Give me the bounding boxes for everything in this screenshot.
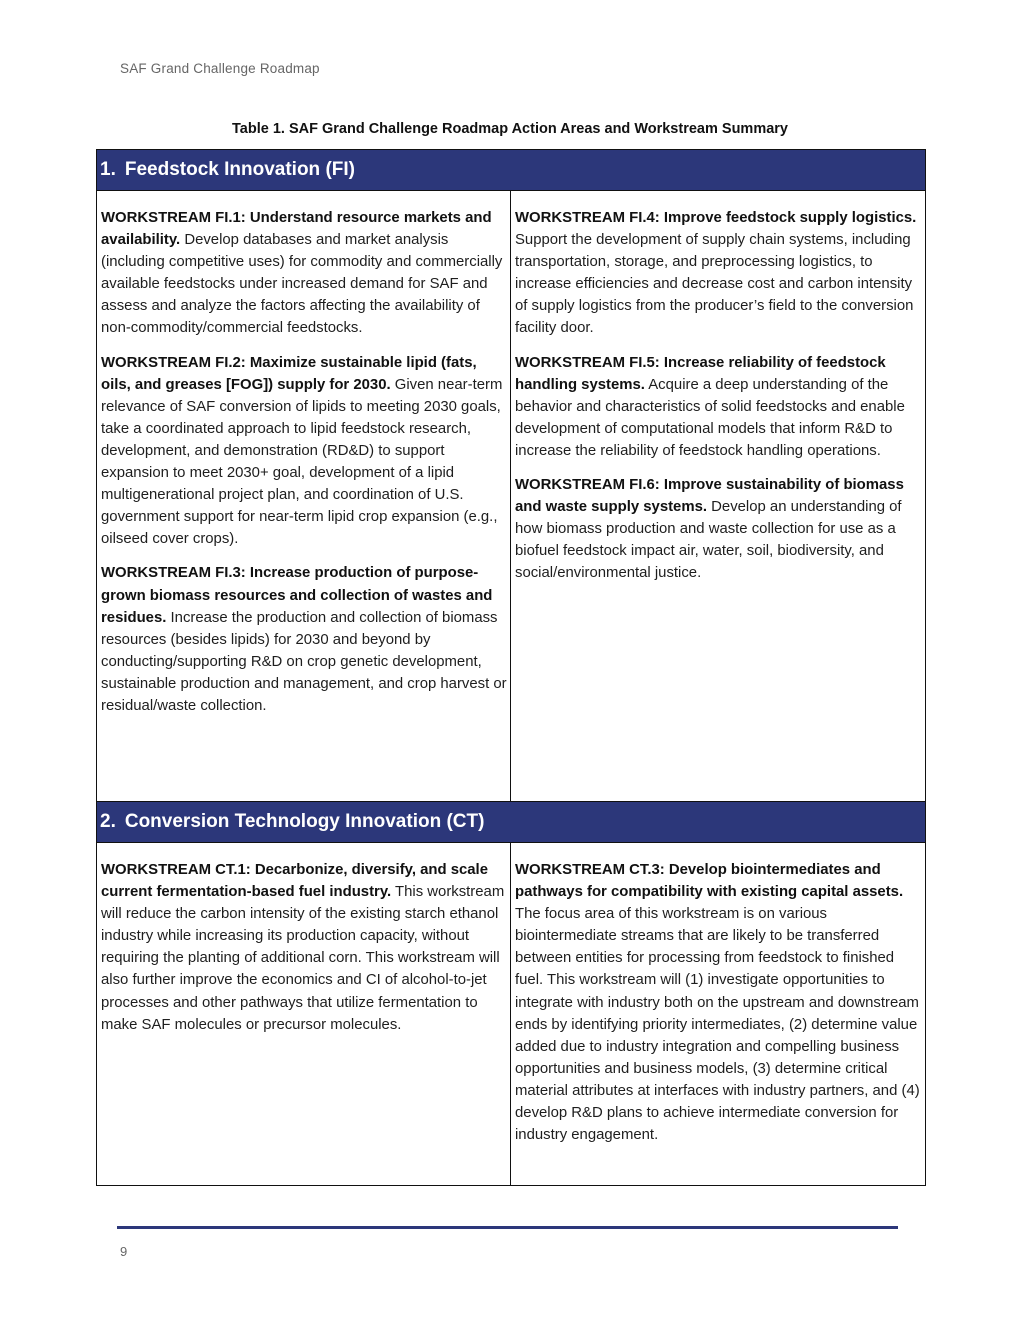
workstream-fi-5 <box>515 352 922 462</box>
section-header-cell <box>97 150 926 191</box>
workstream-ct-1 <box>101 859 507 1036</box>
workstream-description: The focus area of this workstream is on various biointermediate streams that are likely to be transferred between entities for processing from feedstock to finished fuel. This workstream will (1) investigate opportunities to integrate with industry both on the upstream and downstream ends by identifying priority intermediates, (2) determine value added due to industry integration and compelling business opportunities and business models, (3) determine critical material attributes at interfaces with industry partners, and (4) develop R&D plans to achieve intermediate conversion for industry engagement. <box>515 906 920 1144</box>
workstream-heading: WORKSTREAM CT.3: Develop biointermediates and pathways for compatibility with existing capital assets. <box>515 862 904 901</box>
workstream-heading: WORKSTREAM FI.1: Understand resource markets and availability. <box>101 210 492 249</box>
workstream-fi-2 <box>101 352 507 551</box>
running-header: SAF Grand Challenge Roadmap <box>120 61 320 76</box>
workstream-fi-6 <box>515 474 922 584</box>
workstream-description: Given near-term relevance of SAF conversion of lipids to meeting 2030 goals, take a coordinated approach to lipid feedstock research, development, and demonstration (RD&D) to support expansion to meet 2030+ goal, development of a lipid multigenerational project plan, and coordination of U.S. government support for near-term lipid crop expansion (e.g., oilseed cover crops). <box>101 376 503 548</box>
section-title-text: Feedstock Innovation (FI) <box>124 159 355 180</box>
page-number: 9 <box>120 1244 128 1259</box>
workstream-heading: WORKSTREAM FI.5: Increase reliability of feedstock handling systems. <box>515 354 886 393</box>
footer-rule <box>117 1226 898 1229</box>
workstream-summary-table <box>96 149 926 1186</box>
section-header-conversion-technology <box>97 802 926 843</box>
workstream-heading: WORKSTREAM FI.2: Maximize sustainable lipid (fats, oils, and greases [FOG]) supply for 2030. <box>101 354 477 393</box>
workstream-heading: WORKSTREAM FI.6: Improve sustainability of biomass and waste supply systems. <box>515 477 904 516</box>
section-title <box>100 159 355 180</box>
workstream-heading: WORKSTREAM FI.4: Improve feedstock supply logistics. <box>515 210 917 226</box>
workstream-fi-1 <box>101 207 507 340</box>
workstream-description: Acquire a deep understanding of the behavior and characteristics of solid feedstocks and enable development of computational models that inform R&D to increase the reliability of feedstock handling operations. <box>515 376 905 459</box>
section-header-cell <box>97 802 926 843</box>
workstream-heading: WORKSTREAM CT.1: Decarbonize, diversify, and scale current fermentation-based fuel industry. <box>101 862 488 901</box>
right-column-cell <box>511 191 926 802</box>
workstream-heading: WORKSTREAM FI.3: Increase production of purpose-grown biomass resources and collection of wastes and residues. <box>101 565 493 626</box>
left-column-cell <box>97 191 511 802</box>
workstream-description: Increase the production and collection of biomass resources (besides lipids) for 2030 and beyond by conducting/supporting R&D on crop genetic development, sustainable production and management, and crop harvest or residual/waste collection. <box>101 609 507 714</box>
workstream-description: Develop databases and market analysis (including competitive uses) for commodity and commercially available feedstocks under increased demand for SAF and assess and analyze the factors affecting the availability of non-commodity/commercial feedstocks. <box>101 232 503 337</box>
left-column-cell <box>97 843 511 1186</box>
workstream-description: Develop an understanding of how biomass production and waste collection for use as a biofuel feedstock impact air, water, soil, biodiversity, and social/environmental justice. <box>515 499 902 582</box>
table-caption: Table 1. SAF Grand Challenge Roadmap Action Areas and Workstream Summary <box>232 121 788 137</box>
section-title-text: Conversion Technology Innovation (CT) <box>124 811 485 832</box>
workstream-ct-3 <box>515 859 922 1146</box>
workstream-description: Support the development of supply chain systems, including transportation, storage, and preprocessing logistics, to increase efficiencies and decrease cost and carbon intensity of supply logistics from the producer’s field to the conversion facility door. <box>515 232 914 337</box>
workstream-description: This workstream will reduce the carbon intensity of the existing starch ethanol industry while increasing its production capacity, without requiring the planting of additional corn. This workstream will also further improve the economics and CI of alcohol-to-jet processes and other pathways that utilize fermentation to make SAF molecules or precursor molecules. <box>101 884 505 1033</box>
section-number: 1. <box>100 159 116 180</box>
section-content-row <box>97 191 926 802</box>
right-column-cell <box>511 843 926 1186</box>
section-content-row <box>97 843 926 1186</box>
workstream-fi-3 <box>101 562 507 717</box>
workstream-fi-4 <box>515 207 922 340</box>
section-number: 2. <box>100 811 116 832</box>
section-title <box>100 811 484 832</box>
section-header-feedstock-innovation <box>97 150 926 191</box>
